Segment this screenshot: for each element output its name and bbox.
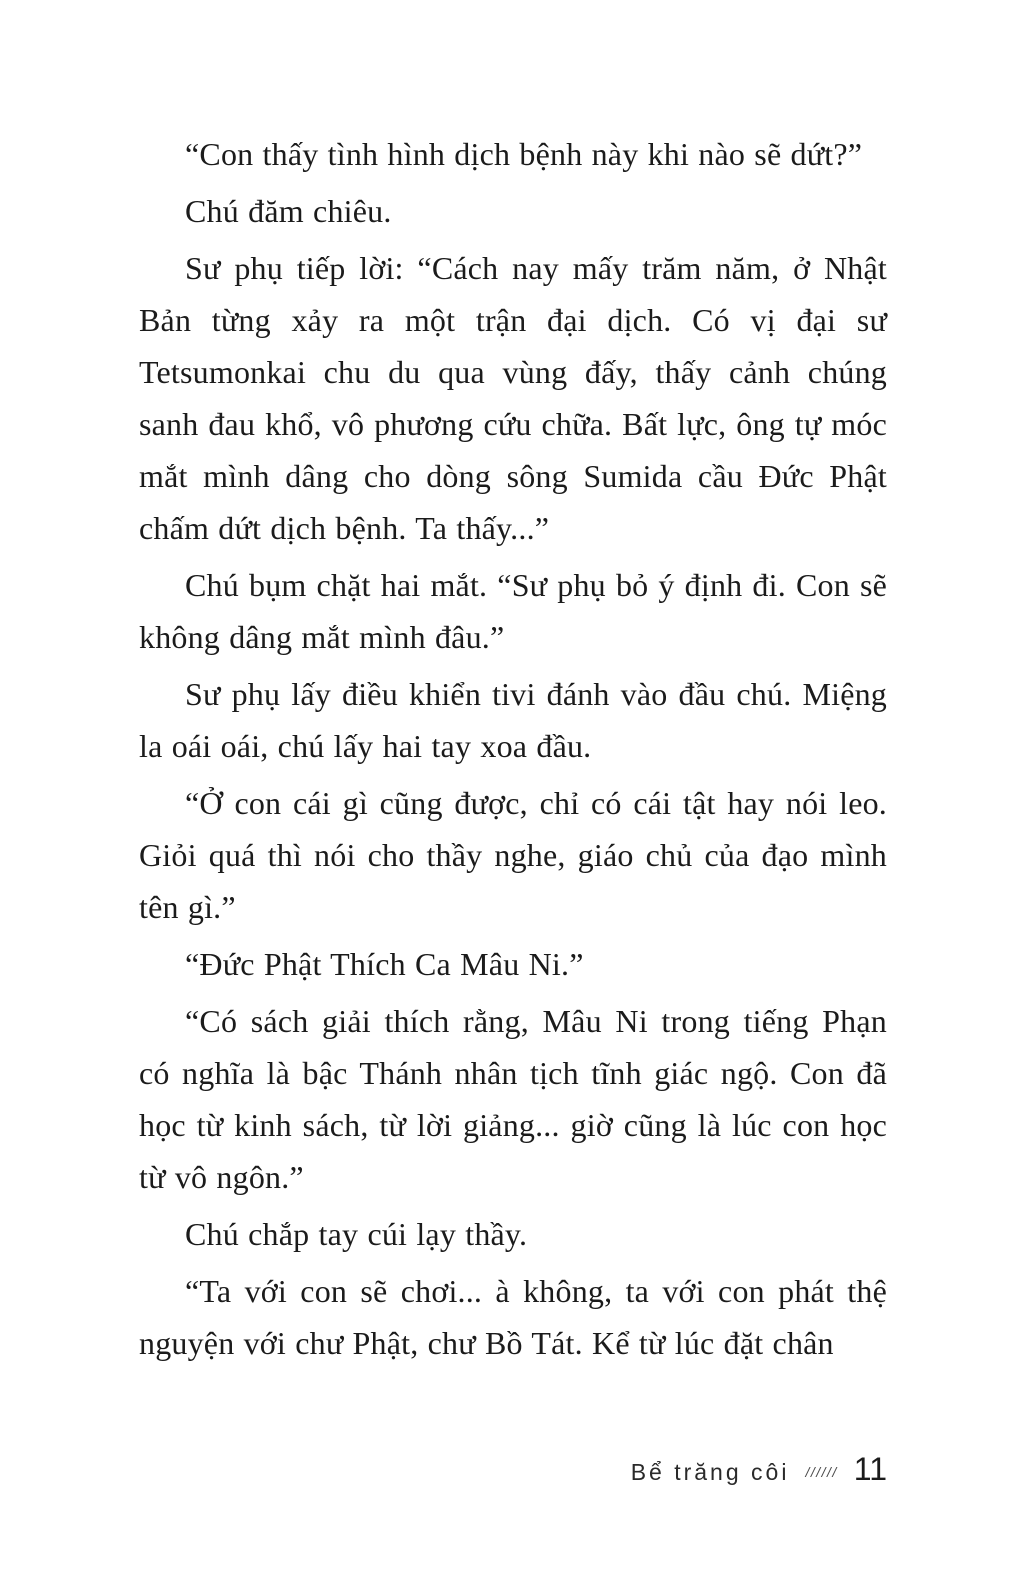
paragraph: “Có sách giải thích rằng, Mâu Ni trong tiếng Phạn có nghĩa là bậc Thánh nhân tịch tĩnh giác ngộ. Con đã học từ kinh sách, từ lời giảng... giờ cũng là lúc con học từ vô ngôn.” <box>139 1003 887 1195</box>
book-title: Bể trăng côi <box>630 1459 790 1485</box>
body-text <box>139 128 887 1374</box>
page-number: 11 <box>853 1451 887 1487</box>
paragraph: Sư phụ tiếp lời: “Cách nay mấy trăm năm, ở Nhật Bản từng xảy ra một trận đại dịch. Có vị đại sư Tetsumonkai chu du qua vùng đấy, thấy cảnh chúng sanh đau khổ, vô phương cứu chữa. Bất lực, ông tự móc mắt mình dâng cho dòng sông Sumida cầu Đức Phật chấm dứt dịch bệnh. Ta thấy...” <box>139 250 887 546</box>
paragraph: “Con thấy tình hình dịch bệnh này khi nào sẽ dứt?” <box>185 136 863 172</box>
paragraph: Sư phụ lấy điều khiển tivi đánh vào đầu chú. Miệng la oái oái, chú lấy hai tay xoa đầu. <box>139 676 887 764</box>
paragraph: Chú chắp tay cúi lạy thầy. <box>185 1216 528 1252</box>
paragraph: “Ta với con sẽ chơi... à không, ta với con phát thệ nguyện với chư Phật, chư Bồ Tát. Kể từ lúc đặt chân <box>139 1273 887 1361</box>
paragraph: Chú bụm chặt hai mắt. “Sư phụ bỏ ý định đi. Con sẽ không dâng mắt mình đâu.” <box>139 567 887 655</box>
paragraph: “Ở con cái gì cũng được, chỉ có cái tật hay nói leo. Giỏi quá thì nói cho thầy nghe, giáo chủ của đạo mình tên gì.” <box>139 785 887 925</box>
paragraph: Chú đăm chiêu. <box>185 193 392 229</box>
footer-ornament-icon: ////// <box>805 1464 838 1480</box>
paragraph: “Đức Phật Thích Ca Mâu Ni.” <box>185 946 584 982</box>
page-footer <box>631 1451 887 1488</box>
